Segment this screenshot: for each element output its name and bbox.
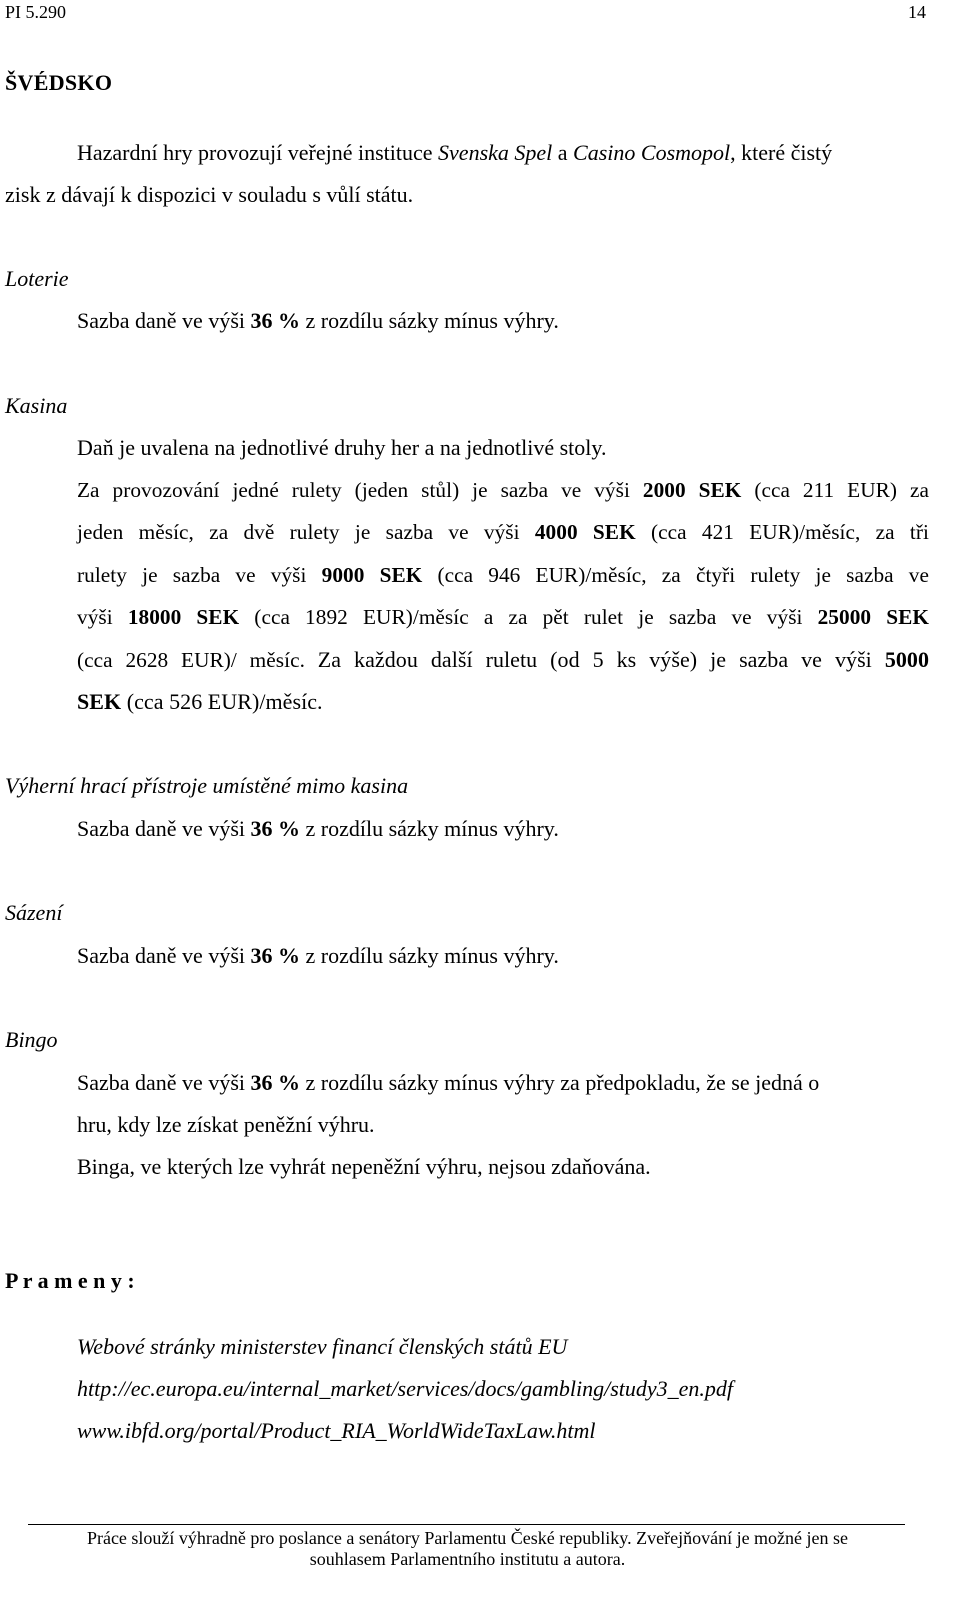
intro-text: a [552, 140, 574, 165]
casino-line-1: Daň je uvalena na jednotlivé druhy her a na jednotlivé stoly. [77, 435, 607, 460]
bingo-line-2: hru, kdy lze získat peněžní výhru. [77, 1112, 375, 1137]
footer-divider [28, 1524, 905, 1525]
roulette-line-2 [77, 518, 929, 546]
page-number: 14 [908, 2, 926, 22]
slots-rate-line [77, 815, 559, 843]
rate-text: Sazba daně ve výši [77, 943, 251, 968]
rate-text: Sazba daně ve výši [77, 1070, 251, 1095]
roulette-text: (cca 211 EUR) za [741, 478, 930, 502]
footer-line-2: souhlasem Parlamentního institutu a autora. [309, 1549, 626, 1569]
roulette-text: jeden měsíc, za dvě rulety je sazba ve výši [77, 520, 535, 544]
roulette-line-1 [77, 476, 929, 504]
roulette-text: (cca 2628 EUR)/ měsíc. [77, 648, 318, 672]
roulette-line-3 [77, 561, 929, 589]
section-title-slots: Výherní hrací přístroje umístěné mimo kasina [5, 773, 409, 798]
source-item: Webové stránky ministerstev financí členských států EU [77, 1334, 568, 1359]
roulette-text: rulety je sazba ve výši [77, 563, 322, 587]
rate-text: Sazba daně ve výši [77, 308, 251, 333]
institution-name: Casino Cosmopol [573, 140, 731, 165]
roulette-amount: 9000 SEK [321, 563, 423, 587]
intro-text: Hazardní hry provozují veřejné instituce [77, 140, 439, 165]
roulette-amount: 4000 SEK [534, 520, 636, 544]
rate-text: Sazba daně ve výši [77, 816, 251, 841]
tax-rate: 36 % [250, 943, 300, 968]
roulette-text: (cca 946 EUR)/měsíc, za čtyři rulety je sazba ve [422, 563, 929, 587]
roulette-line-6 [77, 688, 929, 716]
document-code: PI 5.290 [5, 2, 67, 22]
tax-rate: 36 % [250, 1070, 300, 1095]
section-title-lottery: Loterie [5, 266, 69, 291]
roulette-amount: 25000 SEK [817, 605, 929, 629]
section-title-betting: Sázení [5, 900, 63, 925]
source-link[interactable]: www.ibfd.org/portal/Product_RIA_WorldWideTaxLaw.html [77, 1418, 596, 1443]
intro-line-2: zisk z dávají k dispozici v souladu s vůlí státu. [5, 182, 414, 207]
tax-rate: 36 % [250, 308, 300, 333]
roulette-line-4 [77, 603, 929, 631]
rate-text: z rozdílu sázky mínus výhry. [300, 816, 559, 841]
footer-line-1: Práce slouží výhradně pro poslance a senátory Parlamentu České republiky. Zveřejňování je možné jen se [86, 1528, 849, 1548]
roulette-amount: SEK [77, 689, 122, 714]
sources-heading: P r a m e n y : [5, 1268, 135, 1293]
section-title-bingo: Bingo [5, 1027, 58, 1052]
bingo-line-3: Binga, ve kterých lze vyhrát nepeněžní výhru, nejsou zdaňována. [77, 1154, 651, 1179]
country-heading: ŠVÉDSKO [5, 70, 113, 95]
lottery-rate-line [77, 307, 559, 335]
roulette-amount: 2000 SEK [642, 478, 742, 502]
rate-text: z rozdílu sázky mínus výhry za předpokladu, že se jedná o [300, 1070, 820, 1095]
institution-name: Svenska Spel [438, 140, 553, 165]
intro-line-1 [77, 139, 832, 167]
tax-rate: 36 % [250, 816, 300, 841]
roulette-text: Za každou další ruletu (od 5 ks výše) je sazba ve výši [317, 647, 885, 672]
roulette-text: (cca 526 EUR)/měsíc. [121, 689, 323, 714]
intro-text: , které čistý [730, 140, 833, 165]
source-link[interactable]: http://ec.europa.eu/internal_market/services/docs/gambling/study3_en.pdf [77, 1376, 734, 1401]
betting-rate-line [77, 942, 559, 970]
roulette-line-5 [77, 646, 929, 674]
section-title-casino: Kasina [5, 393, 68, 418]
bingo-rate-line [77, 1069, 819, 1097]
roulette-text: (cca 1892 EUR)/měsíc a za pět rulet je sazba ve výši [239, 605, 818, 629]
rate-text: z rozdílu sázky mínus výhry. [300, 943, 559, 968]
rate-text: z rozdílu sázky mínus výhry. [300, 308, 559, 333]
roulette-amount: 5000 [884, 647, 930, 672]
roulette-text: Za provozování jedné rulety (jeden stůl) je sazba ve výši [77, 478, 643, 502]
roulette-amount: 18000 SEK [127, 605, 240, 629]
roulette-text: výši [77, 605, 128, 629]
roulette-text: (cca 421 EUR)/měsíc, za tři [635, 520, 929, 544]
